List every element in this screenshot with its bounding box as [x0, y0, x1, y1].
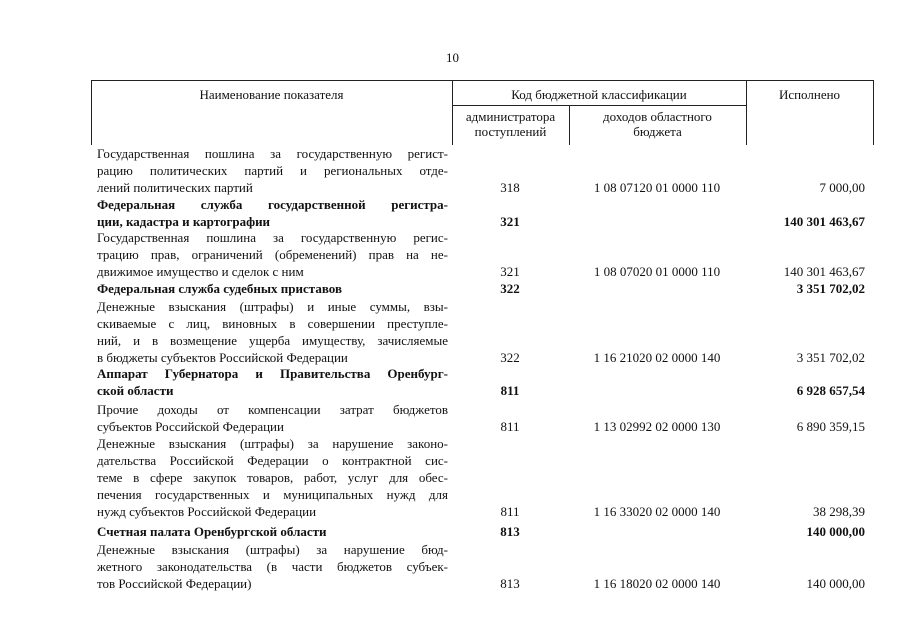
- executed-amount: 140 301 463,67: [783, 263, 865, 279]
- indicator-name-line: дательства Российской Федерации о контрактной сис-: [97, 452, 448, 468]
- indicator-name-line: ний, и в возмещение ущерба имуществу, зачисляемые: [97, 332, 448, 348]
- income-code: 1 08 07120 01 0000 110: [593, 179, 721, 195]
- header-admin-line1: администратора: [465, 109, 556, 124]
- executed-amount: 6 890 359,15: [796, 418, 865, 434]
- admin-code: 813: [500, 575, 520, 591]
- indicator-name: [97, 402, 448, 436]
- table-header: [91, 80, 874, 145]
- income-code: 1 13 02992 02 0000 130: [593, 418, 721, 434]
- executed-amount: 140 000,00: [806, 524, 865, 539]
- admin-code: 318: [500, 179, 520, 195]
- indicator-name: [97, 542, 448, 593]
- indicator-name: [97, 230, 448, 281]
- indicator-name-line: рацию политических партий и региональных отде-: [97, 162, 448, 178]
- executed-amount: 6 928 657,54: [796, 382, 865, 398]
- executed-amount: 140 301 463,67: [783, 213, 865, 229]
- header-admin-line2: поступлений: [474, 124, 547, 139]
- indicator-name-line: жетного законодательства (в части бюджетов субъек-: [97, 558, 448, 574]
- indicator-name-line: Федеральная служба государственной регистра-: [97, 197, 448, 212]
- indicator-name-line: ции, кадастра и картографии: [97, 213, 271, 229]
- header-income: [569, 109, 746, 139]
- executed-amount: 140 000,00: [806, 575, 865, 591]
- indicator-name-line: Денежные взыскания (штрафы) и иные суммы, взы-: [97, 299, 448, 314]
- indicator-name-line: Счетная палата Оренбургской области: [97, 524, 327, 539]
- income-code: 1 08 07020 01 0000 110: [593, 263, 721, 279]
- header-subline: [452, 105, 746, 106]
- indicator-name: [97, 366, 448, 400]
- indicator-name-line: Денежные взыскания (штрафы) за нарушение законо-: [97, 436, 448, 451]
- indicator-name-line: Государственная пошлина за государственную регис-: [97, 230, 448, 245]
- indicator-name-line: лений политических партий: [97, 179, 253, 195]
- indicator-name-line: ской области: [97, 382, 174, 398]
- executed-amount: 3 351 702,02: [796, 281, 865, 296]
- indicator-name-line: скиваемые с лиц, виновных в совершении преступле-: [97, 315, 448, 331]
- indicator-name-line: тов Российской Федерации): [97, 575, 252, 591]
- admin-code: 813: [500, 524, 520, 539]
- executed-amount: 3 351 702,02: [796, 349, 865, 365]
- income-code: 1 16 21020 02 0000 140: [593, 349, 721, 365]
- admin-code: 321: [500, 213, 520, 229]
- indicator-name-line: печения государственных и муниципальных нужд для: [97, 486, 448, 502]
- indicator-name-line: Государственная пошлина за государственную регист-: [97, 146, 448, 161]
- admin-code: 321: [500, 263, 520, 279]
- indicator-name-line: Прочие доходы от компенсации затрат бюджетов: [97, 402, 448, 417]
- indicator-name-line: движимое имущество и сделок с ним: [97, 263, 304, 279]
- header-budget-code: Код бюджетной классификации: [511, 87, 687, 102]
- indicator-name: [97, 524, 448, 541]
- indicator-name: [97, 436, 448, 521]
- indicator-name: [97, 299, 448, 367]
- header-admin: [452, 109, 569, 139]
- executed-amount: 7 000,00: [819, 179, 865, 195]
- header-executed: Исполнено: [778, 87, 841, 102]
- header-name: Наименование показателя: [199, 87, 344, 102]
- page-number: 10: [446, 50, 459, 65]
- header-income-line2: бюджета: [633, 124, 682, 139]
- indicator-name: [97, 281, 448, 298]
- income-code: 1 16 33020 02 0000 140: [593, 503, 721, 519]
- admin-code: 322: [500, 281, 520, 296]
- admin-code: 811: [500, 418, 520, 434]
- indicator-name-line: нужд субъектов Российской Федерации: [97, 503, 317, 519]
- indicator-name-line: теме в сфере закупок товаров, работ, услуг для обес-: [97, 469, 448, 485]
- admin-code: 322: [500, 349, 520, 365]
- admin-code: 811: [500, 382, 520, 398]
- indicator-name-line: Денежные взыскания (штрафы) за нарушение бюд-: [97, 542, 448, 557]
- executed-amount: 38 298,39: [813, 503, 865, 519]
- indicator-name: [97, 197, 448, 231]
- indicator-name-line: в бюджеты субъектов Российской Федерации: [97, 349, 348, 365]
- header-income-line1: доходов областного: [603, 109, 712, 124]
- indicator-name-line: Федеральная служба судебных приставов: [97, 281, 342, 296]
- indicator-name-line: субъектов Российской Федерации: [97, 418, 284, 434]
- admin-code: 811: [500, 503, 520, 519]
- indicator-name-line: трацию прав, ограничений (обременений) прав на не-: [97, 246, 448, 262]
- income-code: 1 16 18020 02 0000 140: [593, 575, 721, 591]
- indicator-name: [97, 146, 448, 197]
- header-border-right: [873, 81, 874, 145]
- indicator-name-line: Аппарат Губернатора и Правительства Оренбург-: [97, 366, 448, 381]
